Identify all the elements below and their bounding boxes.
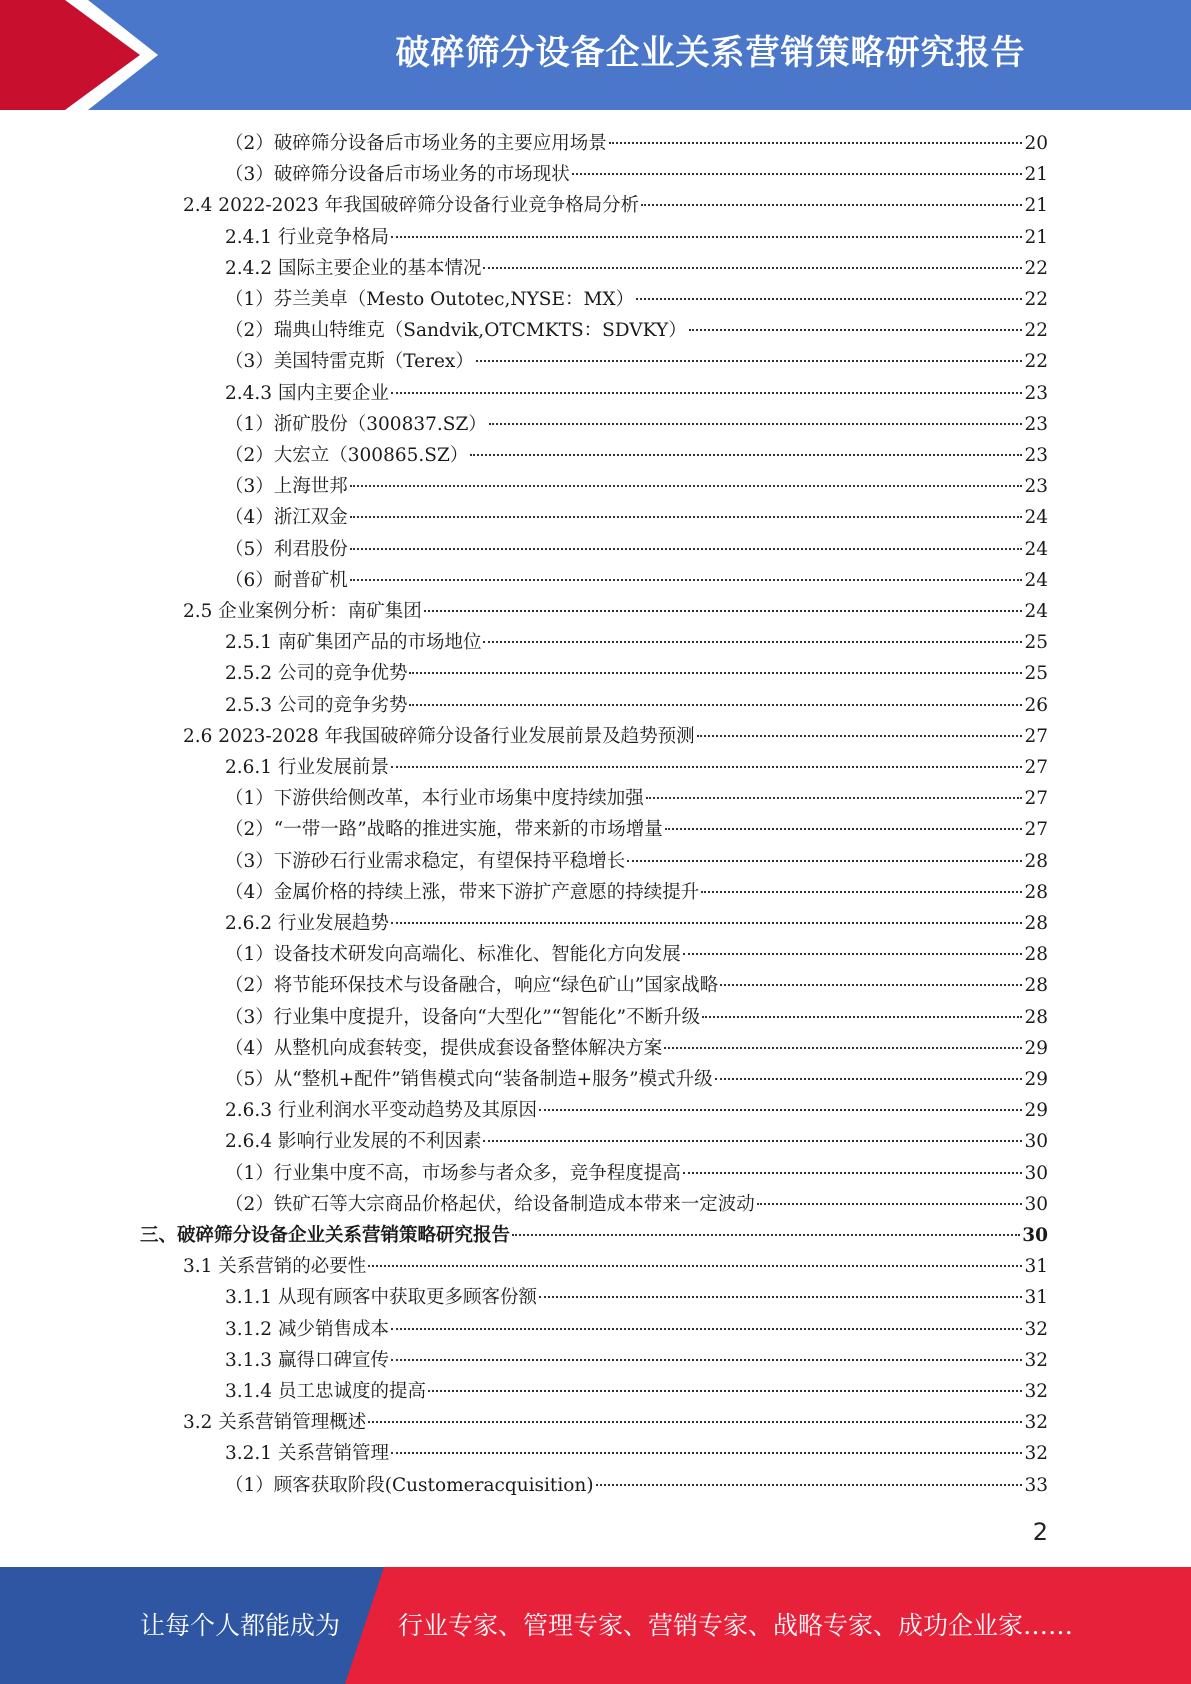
toc-entry-page: 23 [1024,476,1048,498]
toc-entry[interactable] [225,1314,1048,1345]
toc-entry-page: 20 [1024,133,1048,154]
toc-dot-leader [483,1140,1022,1142]
toc-entry-page: 32 [1024,1349,1048,1371]
toc-dot-leader [683,953,1023,955]
toc-entry[interactable] [225,378,1048,409]
toc-entry-label: 3.2.1 关系营销管理 [225,1443,389,1465]
toc-dot-leader [596,1484,1023,1486]
toc-entry[interactable] [225,814,1048,845]
toc-entry-label: （3）上海世邦 [225,476,348,498]
toc-entry-page: 32 [1024,1412,1048,1434]
toc-entry[interactable] [225,440,1048,471]
toc-dot-leader [470,454,1022,456]
toc-entry[interactable] [225,315,1048,346]
toc-entry[interactable] [225,534,1048,565]
toc-entry-label: （2）铁矿石等大宗商品价格起伏，给设备制造成本带来一定波动 [225,1193,755,1215]
toc-entry-page: 24 [1024,538,1048,560]
toc-entry-label: （1）下游供给侧改革，本行业市场集中度持续加强 [225,788,644,810]
toc-entry-label: 3.1.2 减少销售成本 [225,1318,389,1340]
toc-dot-leader [350,485,1023,487]
toc-dot-leader [489,423,1023,425]
toc-entry-label: （5）利君股份 [225,538,348,560]
toc-entry[interactable] [225,1438,1048,1469]
toc-entry-page: 21 [1024,164,1048,186]
toc-dot-leader [391,1359,1022,1361]
toc-dot-leader [424,610,1023,612]
toc-entry-page: 32 [1024,1443,1048,1465]
toc-entry[interactable] [225,1282,1048,1313]
toc-dot-leader [715,1078,1023,1080]
toc-entry-label: 2.6.1 行业发展前景 [225,757,389,778]
toc-entry-label: （2）破碎筛分设备后市场业务的主要应用场景 [225,133,607,154]
toc-entry-label: （2）“一带一路”战略的推进实施，带来新的市场增量 [225,819,663,841]
toc-dot-leader [512,1234,1020,1236]
toc-entry[interactable] [225,1033,1048,1064]
toc-dot-leader [701,891,1022,893]
toc-dot-leader [646,797,1023,799]
toc-dot-leader [391,392,1022,394]
toc-dot-leader [697,735,1023,737]
toc-entry-label: 2.4 2022-2023 年我国破碎筛分设备行业竞争格局分析 [183,195,640,217]
toc-entry[interactable] [225,1002,1048,1033]
toc-entry-page: 30 [1024,1162,1048,1184]
toc-dot-leader [665,828,1023,830]
toc-entry-page: 30 [1022,1225,1048,1246]
toc-entry[interactable] [183,190,1048,221]
toc-entry-page: 27 [1024,788,1048,810]
toc-entry-page: 30 [1024,1131,1048,1153]
toc-entry-label: 3.1.3 赢得口碑宣传 [225,1349,389,1371]
toc-dot-leader [409,704,1022,706]
toc-entry-page: 28 [1024,881,1048,903]
toc-entry-label: （2）瑞典山特维克（Sandvik,OTCMKTS：SDVKY） [225,320,687,342]
toc-entry[interactable] [225,1064,1048,1095]
toc-entry-page: 22 [1024,320,1048,342]
toc-entry[interactable] [225,471,1048,502]
toc-dot-leader [720,984,1022,986]
toc-entry[interactable] [183,1251,1048,1282]
toc-dot-leader [391,766,1022,768]
toc-entry-page: 21 [1024,226,1048,248]
toc-entry-page: 32 [1024,1318,1048,1340]
toc-entry-page: 25 [1024,663,1048,685]
page-footer [0,1567,1191,1684]
toc-entry[interactable] [225,1189,1048,1220]
toc-dot-leader [641,204,1022,206]
toc-entry-label: 3.1.4 员工忠诚度的提高 [225,1381,426,1402]
toc-entry-label: 2.5.2 公司的竞争优势 [225,663,408,685]
toc-entry-page: 24 [1024,569,1048,591]
toc-entry[interactable] [225,1158,1048,1189]
toc-entry-label: （3）美国特雷克斯（Terex） [225,351,474,373]
toc-entry-label: 3.1 关系营销的必要性 [183,1256,367,1278]
toc-entry-page: 28 [1024,850,1048,872]
toc-entry-label: 2.5.1 南矿集团产品的市场地位 [225,632,482,654]
toc-entry-label: （2）大宏立（300865.SZ） [225,445,469,466]
toc-entry[interactable] [225,877,1048,908]
toc-entry-label: 2.5 企业案例分析：南矿集团 [183,601,422,622]
toc-dot-leader [689,329,1023,331]
toc-entry[interactable] [140,1220,1048,1251]
toc-entry-label: （5）从“整机+配件”销售模式向“装备制造+服务”模式升级 [225,1069,713,1090]
toc-entry[interactable] [225,253,1048,284]
toc-dot-leader [664,1047,1022,1049]
toc-entry-page: 25 [1024,632,1048,654]
toc-dot-leader [391,1328,1022,1330]
toc-dot-leader [539,1296,1022,1298]
toc-entry[interactable] [225,222,1048,253]
footer-slogan-left: 让每个人都能成为 [140,1611,341,1640]
toc-entry-label: （2）将节能环保技术与设备融合，响应“绿色矿山”国家战略 [225,975,719,997]
toc-entry[interactable] [225,970,1048,1001]
toc-entry[interactable] [183,721,1048,752]
toc-entry-label: （3）下游砂石行业需求稳定，有望保持平稳增长 [225,850,626,872]
toc-entry[interactable] [225,690,1048,721]
toc-entry[interactable] [225,1126,1048,1157]
toc-entry-label: 2.4.3 国内主要企业 [225,382,389,404]
toc-entry-label: （6）耐普矿机 [225,569,348,591]
toc-entry[interactable] [225,846,1048,877]
toc-entry[interactable] [183,1407,1048,1438]
toc-entry[interactable] [183,596,1048,627]
toc-entry[interactable] [225,565,1048,596]
toc-dot-leader [368,1265,1022,1267]
toc-entry-label: （4）浙江双金 [225,507,348,529]
toc-dot-leader [428,1390,1022,1392]
toc-entry-label: （4）金属价格的持续上涨，带来下游扩产意愿的持续提升 [225,881,700,903]
toc-entry-page: 29 [1024,1069,1048,1090]
toc-entry-page: 22 [1024,257,1048,279]
toc-entry-page: 29 [1024,1100,1048,1122]
toc-dot-leader [476,360,1023,362]
toc-dot-leader [572,173,1023,175]
toc-entry-page: 27 [1024,757,1048,778]
page-header [0,0,1191,110]
toc-entry-label: 2.6 2023-2028 年我国破碎筛分设备行业发展前景及趋势预测 [183,725,695,747]
toc-entry-label: 3.2 关系营销管理概述 [183,1412,367,1434]
toc-entry-page: 27 [1024,725,1048,747]
toc-dot-leader [483,641,1022,643]
toc-entry-page: 28 [1024,1006,1048,1028]
toc-dot-leader [627,860,1022,862]
toc-entry-page: 22 [1024,351,1048,373]
toc-entry-page: 26 [1024,694,1048,716]
toc-entry[interactable] [225,409,1048,440]
toc-entry[interactable] [225,627,1048,658]
toc-entry-page: 32 [1024,1381,1048,1402]
toc-dot-leader [350,516,1023,518]
toc-entry-label: 2.6.2 行业发展趋势 [225,913,389,934]
toc-entry-label: （3）行业集中度提升，设备向“大型化”“智能化”不断升级 [225,1006,701,1028]
toc-entry-page: 28 [1024,913,1048,934]
toc-entry-label: 三、破碎筛分设备企业关系营销策略研究报告 [140,1225,511,1246]
toc-dot-leader [757,1203,1023,1205]
toc-entry-label: （1）顾客获取阶段(Customeracquisition) [225,1474,594,1496]
toc-entry[interactable] [225,752,1048,783]
toc-entry-page: 29 [1024,1037,1048,1059]
toc-entry[interactable] [225,346,1048,377]
toc-entry-label: 2.6.4 影响行业发展的不利因素 [225,1131,482,1153]
toc-entry-page: 28 [1024,944,1048,966]
toc-entry[interactable] [225,908,1048,939]
toc-entry-page: 24 [1024,601,1048,622]
toc-entry-label: 2.6.3 行业利润水平变动趋势及其原因 [225,1100,537,1122]
toc-dot-leader [350,579,1023,581]
toc-entry[interactable] [225,939,1048,970]
toc-entry-label: （1）芬兰美卓（Mesto Outotec,NYSE：MX） [225,289,635,310]
toc-entry[interactable] [225,284,1048,315]
toc-entry-page: 23 [1024,413,1048,435]
toc-entry[interactable] [225,783,1048,814]
toc-entry[interactable] [225,159,1048,190]
toc-entry-page: 33 [1024,1474,1048,1496]
toc-entry-page: 22 [1024,289,1048,310]
toc-entry-page: 27 [1024,819,1048,841]
toc-dot-leader [409,672,1022,674]
toc-entry-label: 2.5.3 公司的竞争劣势 [225,694,408,716]
toc-entry-page: 30 [1024,1193,1048,1215]
toc-entry-page: 23 [1024,382,1048,404]
toc-entry-page: 31 [1024,1287,1048,1309]
toc-entry[interactable] [225,1095,1048,1126]
toc-dot-leader [391,922,1022,924]
toc-entry-label: 2.4.1 行业竞争格局 [225,226,389,248]
toc-entry-page: 21 [1024,195,1048,217]
toc-entry-label: （1）行业集中度不高，市场参与者众多，竞争程度提高 [225,1162,681,1184]
toc-dot-leader [368,1421,1022,1423]
toc-entry-label: 3.1.1 从现有顾客中获取更多顾客份额 [225,1287,537,1309]
toc-entry-label: （1）设备技术研发向高端化、标准化、智能化方向发展 [225,944,681,966]
toc-dot-leader [391,236,1022,238]
toc-dot-leader [636,298,1022,300]
toc-dot-leader [483,267,1022,269]
toc-entry-label: （1）浙矿股份（300837.SZ） [225,413,487,435]
toc-entry-label: （3）破碎筛分设备后市场业务的市场现状 [225,164,570,186]
toc-dot-leader [539,1109,1022,1111]
toc-dot-leader [609,142,1023,144]
toc-entry-label: （4）从整机向成套转变，提供成套设备整体解决方案 [225,1037,663,1059]
toc-entry[interactable] [225,658,1048,689]
footer-slogan-right: 行业专家、管理专家、营销专家、战略专家、成功企业家…… [398,1611,1074,1640]
toc-entry-page: 28 [1024,975,1048,997]
toc-dot-leader [702,1016,1022,1018]
toc-dot-leader [683,1172,1023,1174]
toc-entry-page: 31 [1024,1256,1048,1278]
toc-entry-label: 2.4.2 国际主要企业的基本情况 [225,257,482,279]
toc-entry[interactable] [225,1470,1048,1501]
toc-dot-leader [391,1452,1022,1454]
toc-entry[interactable] [225,128,1048,159]
report-title: 破碎筛分设备企业关系营销策略研究报告 [395,33,1026,73]
page-number: 2 [1032,1518,1048,1546]
toc-entry[interactable] [225,502,1048,533]
toc-entry[interactable] [225,1376,1048,1407]
toc-entry-page: 24 [1024,507,1048,529]
toc-dot-leader [350,548,1023,550]
toc-entry[interactable] [225,1345,1048,1376]
toc-entry-page: 23 [1024,445,1048,466]
